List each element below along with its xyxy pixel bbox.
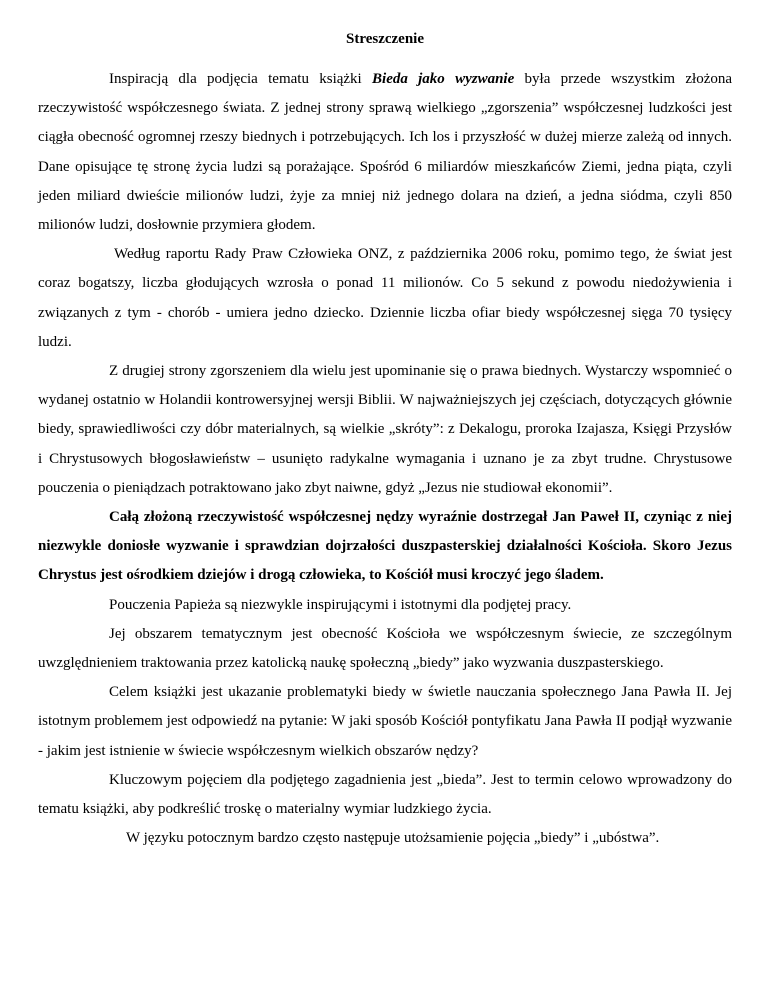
paragraph-4-bold: Całą złożoną rzeczywistość współczesnej nędzy wyraźnie dostrzegał Jan Paweł II, czyniąc z niej niezwykle doniosłe wyzwanie i sprawdzian dojrzałości duszpasterskiej działalności Kościoła. Skoro Jezus Chrystus jest ośrodkiem dziejów i drogą człowieka, to Kościół musi kroczyć jego śladem. [38,509,732,584]
paragraph-6: Jej obszarem tematycznym jest obecność Kościoła we współczesnym świecie, ze szczególnym uwzględnieniem traktowania przez katolicką naukę społeczną „biedy” jako wyzwania duszpasterskiego. [38,625,732,672]
paragraph-2: Według raportu Rady Praw Człowieka ONZ, z października 2006 roku, pomimo tego, że świat jest coraz bogatszy, liczba głodujących wzrosła o ponad 11 milionów. Co 5 sekund z powodu niedożywienia i związanych z tym - chorób - umiera jedno dziecko. Dziennie liczba ofiar biedy współczesnej sięga 70 tysięcy ludzi. [38,246,732,350]
paragraph-5: Pouczenia Papieża są niezwykle inspirującymi i istotnymi dla podjętej pracy. [109,596,572,613]
paragraph-1-rest: była przede wszystkim złożona rzeczywistość współczesnego świata. Z jednej strony sprawą wielkiego „zgorszenia” współczesnej ludzkości jest ciągła obecność ogromnej rzeszy biednych i potrzebujących. Ich los i przyszłość w dużej mierze zależą od innych. Dane opisujące tę stronę życia ludzi są porażające. Spośród 6 miliardów mieszkańców Ziemi, jedna piąta, czyli jeden miliard dwieście milionów ludzi, żyje za mniej niż jednego dolara na dzień, a jedna siódma, czyli 850 milionów ludzi, dosłownie przymiera głodem. [38,71,733,234]
paragraph-9: W języku potocznym bardzo często następuje utożsamienie pojęcia „biedy” i „ubóstwa”. [126,830,660,847]
document-title: Streszczenie [345,31,425,47]
book-title-emphasis: Bieda jako wyzwanie [372,71,515,87]
paragraph-3: Z drugiej strony zgorszeniem dla wielu jest upominanie się o prawa biednych. Wystarczy wspomnieć o wydanej ostatnio w Holandii kontrowersyjnej wersji Biblii. W najważniejszych jej częściach, dotyczących głównie biedy, sprawiedliwości czy dóbr materialnych, są wielkie „skróty”: z Dekalogu, proroka Izajasza, Księgi Przysłów i Chrystusowych błogosławieństw – usunięto radykalne wymagania i uznano je za zbyt trudne. Chrystusowe pouczenia o pieniądzach potraktowano jako zbyt naiwne, gdyż „Jezus nie studiował ekonomii”. [38,363,732,496]
paragraph-1 [38,65,732,240]
paragraph-1-lead: Inspiracją dla podjęcia tematu książki [109,71,373,87]
paragraph-7: Celem książki jest ukazanie problematyki biedy w świetle nauczania społecznego Jana Pawła II. Jej istotnym problemem jest odpowiedź na pytanie: W jaki sposób Kościół pontyfikatu Jana Pawła II podjął wyzwanie - jakim jest istnienie w świecie współczesnym wielkich obszarów nędzy? [38,684,732,759]
paragraph-8: Kluczowym pojęciem dla podjętego zagadnienia jest „bieda”. Jest to termin celowo wprowadzony do tematu książki, aby podkreślić troskę o materialny wymiar ludzkiego życia. [38,771,732,818]
